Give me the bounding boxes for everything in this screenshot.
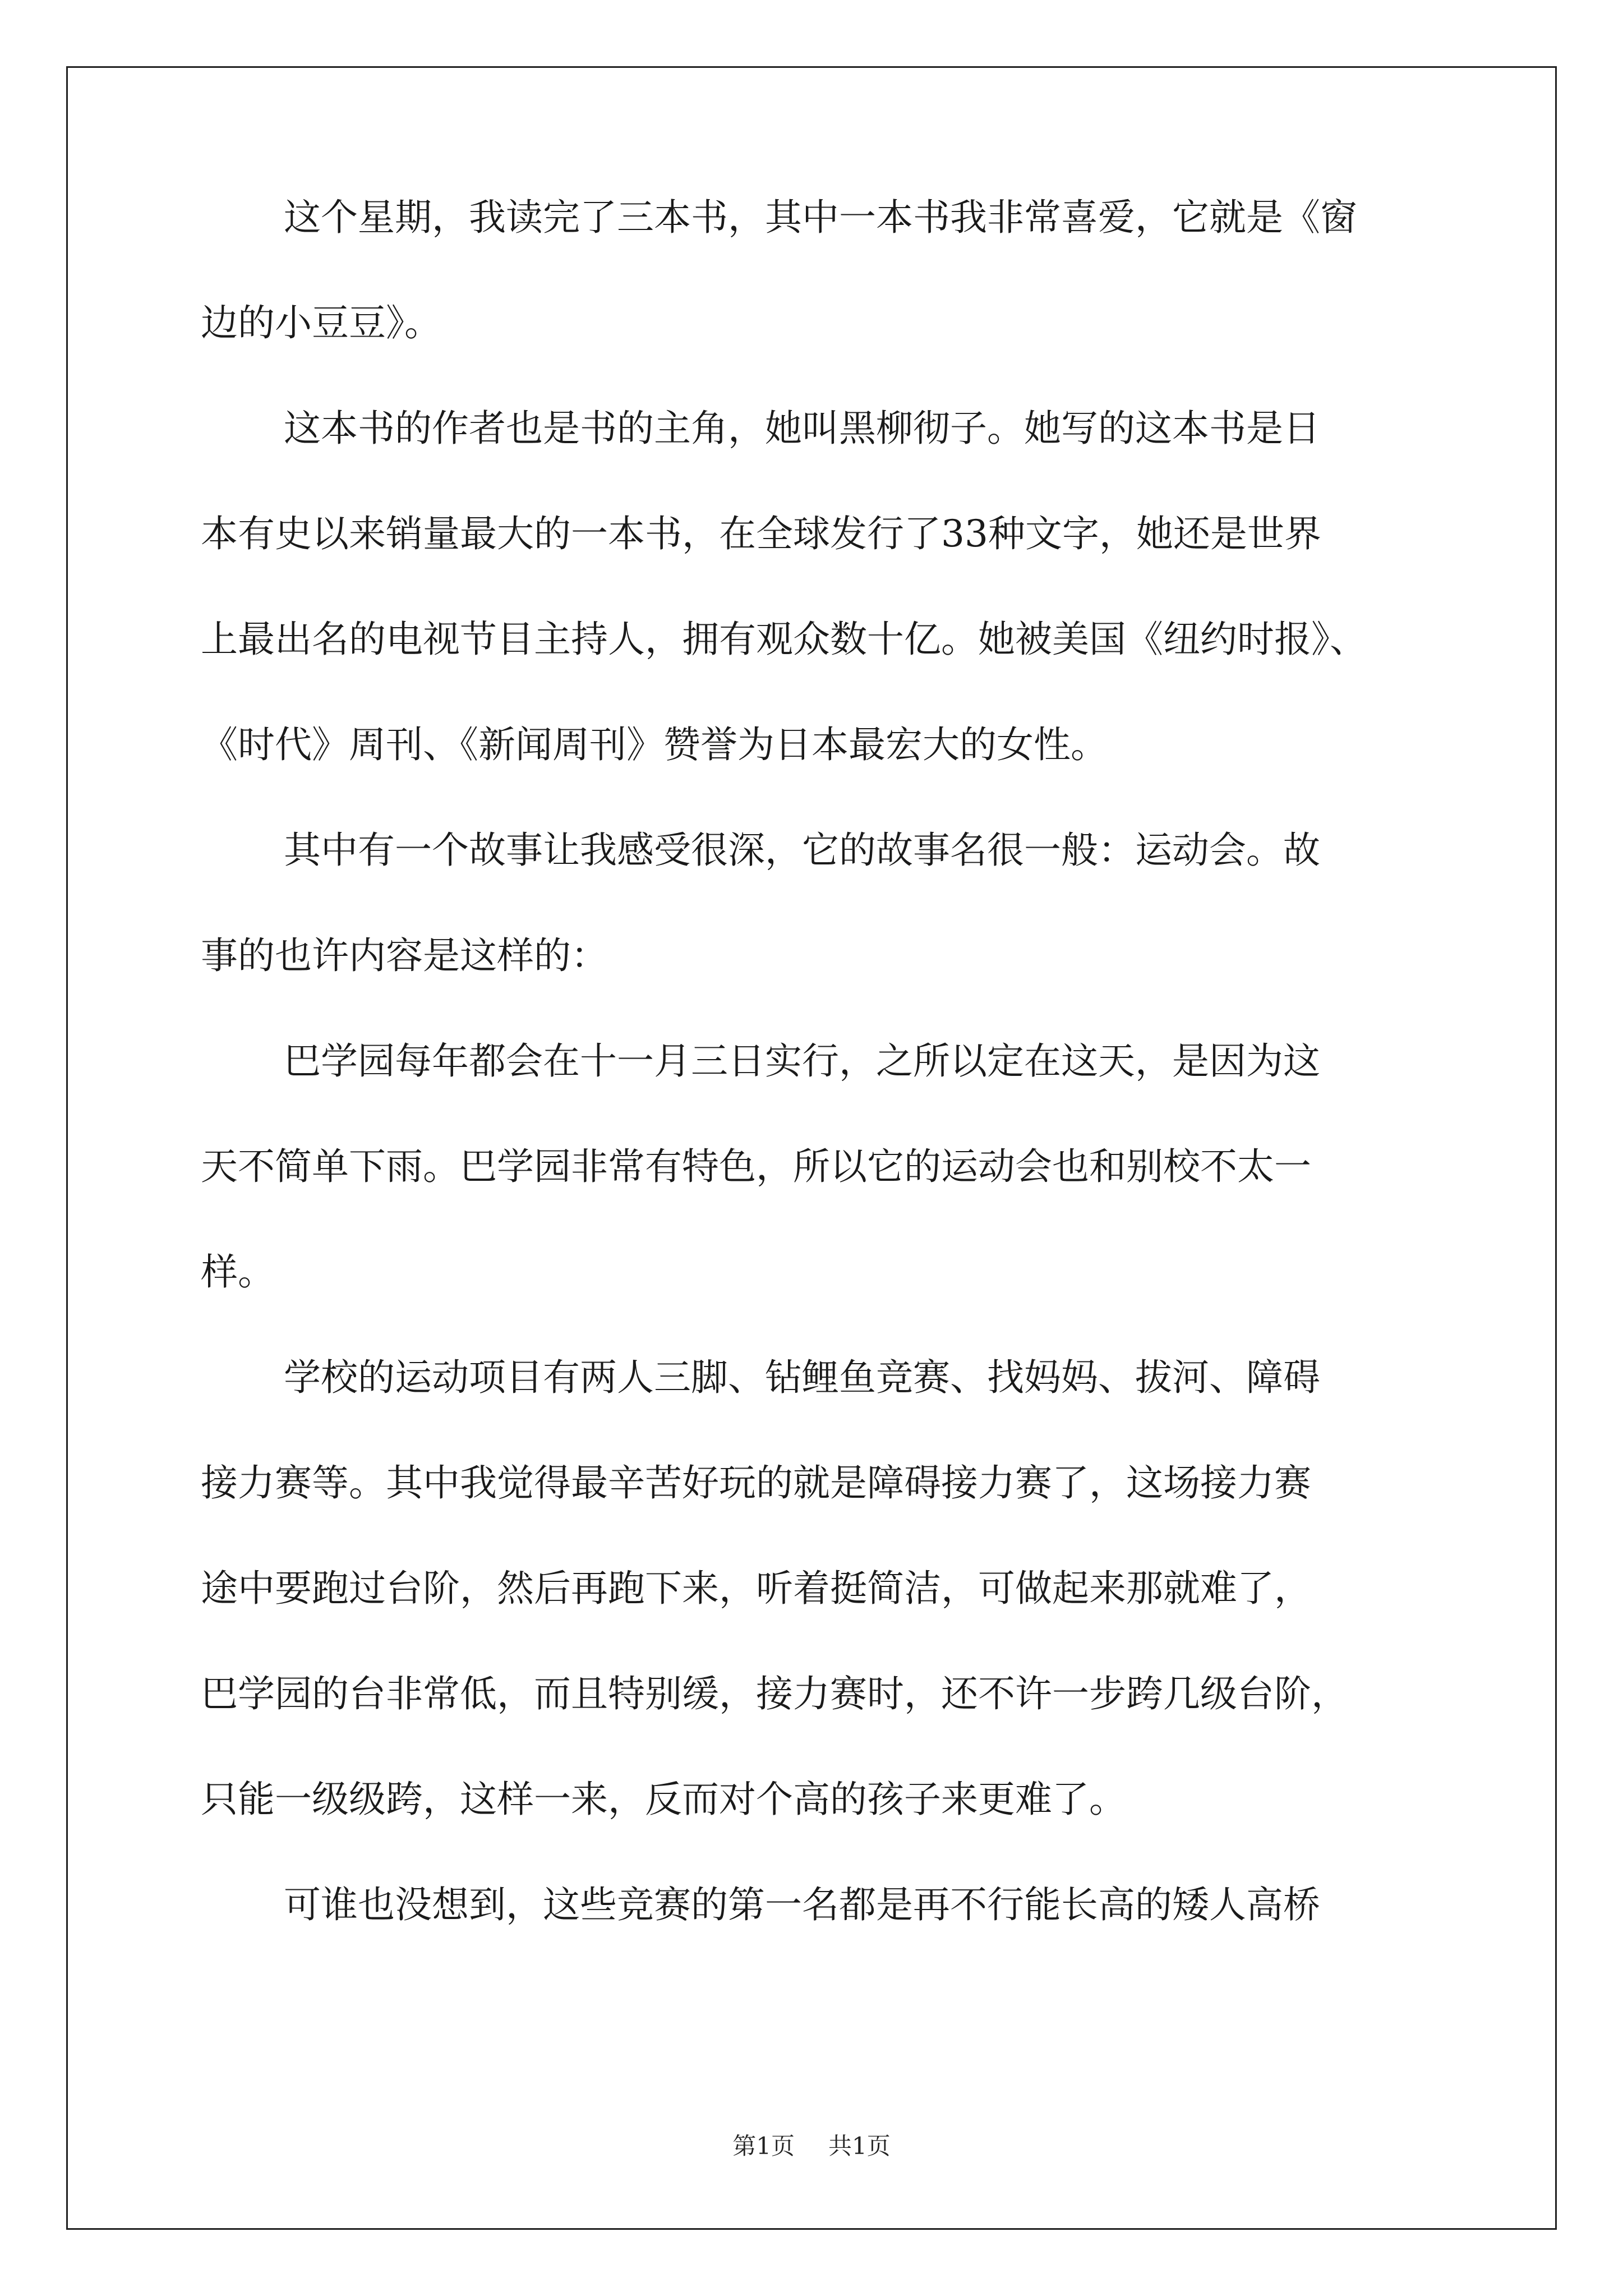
paragraph-5-line-4: 巴学园的台非常低，而且特别缓，接力赛时，还不许一步跨几级台阶，: [201, 1672, 1348, 1715]
paragraph-2-line-2: 本有史以来销量最大的一本书，在全球发行了33种文字，她还是世界: [201, 512, 1321, 555]
paragraph-5-line-3: 途中要跑过台阶，然后再跑下来，听着挺简洁，可做起来那就难了，: [201, 1567, 1311, 1610]
page-total: 共1页: [828, 2132, 891, 2160]
paragraph-2-line-1: 这本书的作者也是书的主角，她叫黑柳彻子。她写的这本书是日: [284, 407, 1320, 450]
paragraph-2-line-4: 《时代》周刊、《新闻周刊》赞誉为日本最宏大的女性。: [201, 723, 1108, 766]
paragraph-5-line-1: 学校的运动项目有两人三脚、钻鲤鱼竞赛、找妈妈、拔河、障碍: [284, 1356, 1320, 1399]
paragraph-6-line-1: 可谁也没想到，这些竞赛的第一名都是再不行能长高的矮人高桥: [284, 1883, 1320, 1926]
paragraph-3-line-2: 事的也许内容是这样的：: [201, 934, 608, 977]
page-number: 第1页: [732, 2132, 795, 2160]
paragraph-1-line-1: 这个星期，我读完了三本书，其中一本书我非常喜爱，它就是《窗: [284, 196, 1357, 239]
paragraph-5-line-2: 接力赛等。其中我觉得最辛苦好玩的就是障碍接力赛了，这场接力赛: [201, 1461, 1311, 1504]
paragraph-2-line-3: 上最出名的电视节目主持人，拥有观众数十亿。她被美国《纽约时报》、: [201, 618, 1367, 661]
page-footer: [0, 2129, 1623, 2163]
paragraph-5-line-5: 只能一级级跨，这样一来，反而对个高的孩子来更难了。: [201, 1778, 1126, 1821]
paragraph-4-line-2: 天不简单下雨。巴学园非常有特色，所以它的运动会也和别校不太一: [201, 1145, 1311, 1188]
paragraph-4-line-3: 样。: [201, 1250, 275, 1294]
paragraph-3-line-1: 其中有一个故事让我感受很深，它的故事名很一般：运动会。故: [284, 829, 1320, 872]
paragraph-4-line-1: 巴学园每年都会在十一月三日实行，之所以定在这天，是因为这: [284, 1039, 1320, 1083]
paragraph-1-line-2: 边的小豆豆》。: [201, 301, 441, 344]
